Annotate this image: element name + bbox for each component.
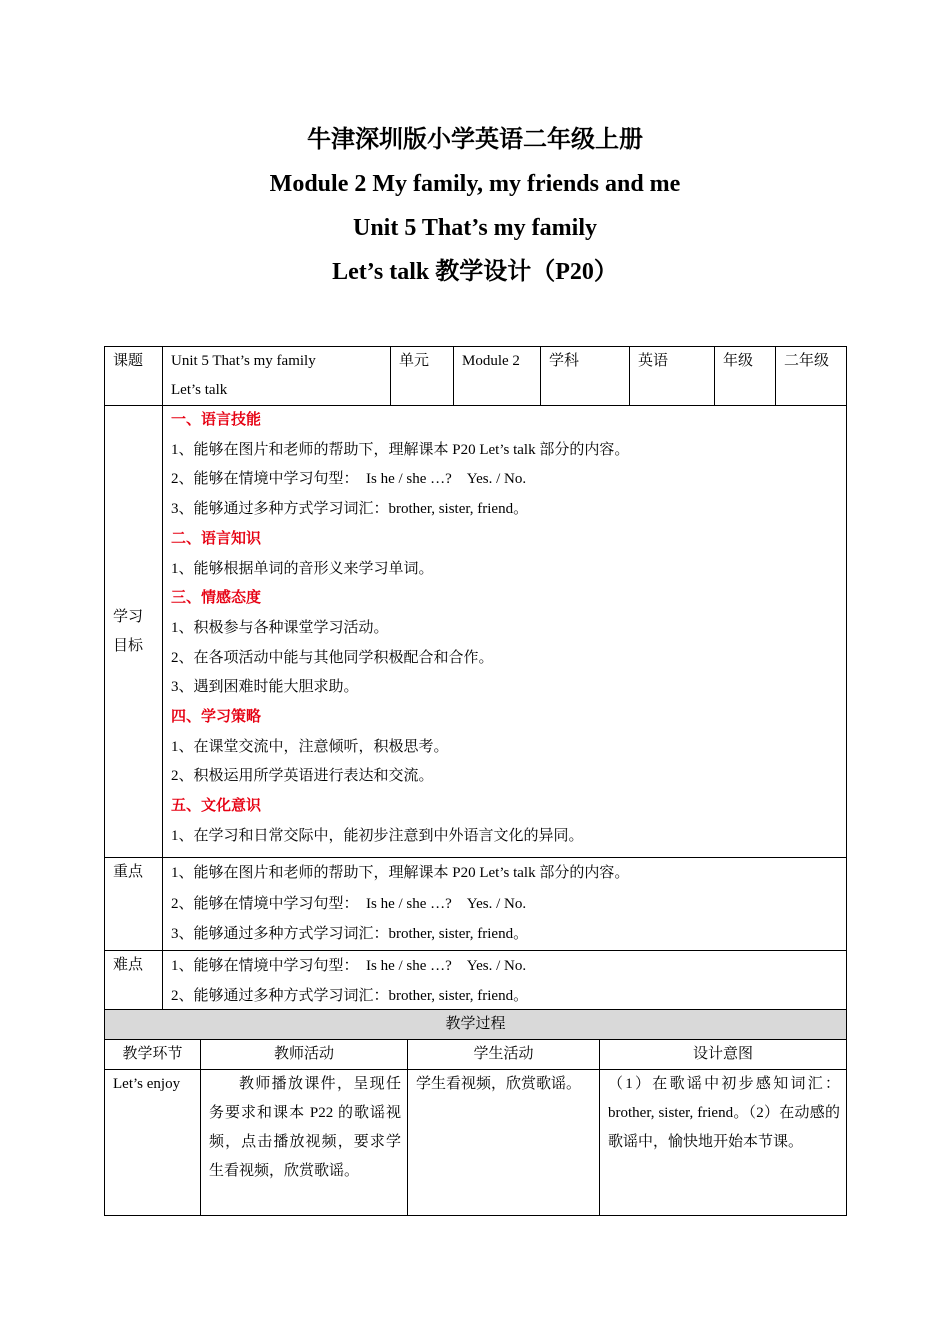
process-stage: Let’s enjoy: [105, 1070, 201, 1216]
lesson-info-table: [104, 346, 847, 1013]
title-line-4: Let’s talk 教学设计（P20）: [332, 259, 618, 285]
goals-item: 1、能够根据单词的音形义来学习单词。: [171, 560, 434, 577]
grade-label: 年级: [715, 347, 776, 406]
goals-item: 3、遇到困难时能大胆求助。: [171, 679, 359, 696]
difficult-point-item: 2、能够通过多种方式学习词汇：brother, sister, friend。: [171, 988, 529, 1004]
goals-item: 2、在各项活动中能与其他同学积极配合和合作。: [171, 649, 494, 666]
key-points-label: 重点: [105, 858, 163, 951]
subject-label: 学科: [541, 347, 630, 406]
unit-label: 单元: [391, 347, 454, 406]
goals-label: [105, 406, 163, 858]
goals-item: 1、能够在图片和老师的帮助下，理解课本 P20 Let’s talk 部分的内容。: [171, 441, 630, 458]
header-stage: 教学环节: [105, 1040, 201, 1070]
topic-label: 课题: [105, 347, 163, 406]
teaching-process-table: [104, 1009, 847, 1216]
goals-item: 3、能够通过多种方式学习词汇：brother, sister, friend。: [171, 501, 529, 518]
process-design-intent: （1）在歌谣中初步感知词汇：brother, sister, friend。（2）在动感的歌谣中，愉快地开始本节课。: [600, 1070, 847, 1216]
header-teacher-activity: 教师活动: [201, 1040, 408, 1070]
header-design-intent: 设计意图: [600, 1040, 847, 1070]
goals-item: 1、在课堂交流中，注意倾听，积极思考。: [171, 738, 449, 755]
goals-item: 2、积极运用所学英语进行表达和交流。: [171, 768, 434, 785]
goals-heading-attitude: 三、情感态度: [171, 590, 262, 607]
key-point-item: 2、能够在情境中学习句型： Is he / she …? Yes. / No.: [171, 895, 527, 912]
goals-heading-skills: 一、语言技能: [171, 412, 262, 428]
document-title-block: [0, 118, 950, 294]
goals-label-line-1: 学习: [113, 608, 144, 625]
process-title-row: [105, 1010, 847, 1040]
key-point-item: 3、能够通过多种方式学习词汇：brother, sister, friend。: [171, 926, 529, 942]
topic-value: [163, 347, 391, 406]
difficult-points-row: [105, 950, 847, 1012]
process-title: 教学过程: [105, 1010, 847, 1040]
process-row: [105, 1070, 847, 1216]
key-point-item: 1、能够在图片和老师的帮助下，理解课本 P20 Let’s talk 部分的内容。: [171, 865, 630, 881]
goals-content: [163, 406, 847, 858]
key-points-content: [163, 858, 847, 951]
subject-value: 英语: [630, 347, 715, 406]
goals-heading-culture: 五、文化意识: [171, 798, 262, 815]
topic-line-1: Unit 5 That’s my family: [171, 353, 316, 369]
process-student-activity: 学生看视频，欣赏歌谣。: [408, 1070, 600, 1216]
goals-item: 2、能够在情境中学习句型： Is he / she …? Yes. / No.: [171, 471, 527, 488]
difficult-points-content: [163, 950, 847, 1012]
difficult-points-label: 难点: [105, 950, 163, 1012]
title-line-3: Unit 5 That’s my family: [352, 215, 597, 241]
grade-value: 二年级: [776, 347, 847, 406]
goals-item: 1、积极参与各种课堂学习活动。: [171, 619, 389, 636]
goals-heading-knowledge: 二、语言知识: [171, 530, 262, 547]
goals-heading-strategy: 四、学习策略: [171, 709, 262, 726]
info-row: [105, 347, 847, 406]
goals-item: 1、在学习和日常交际中，能初步注意到中外语言文化的异同。: [171, 827, 584, 844]
title-line-1: 牛津深圳版小学英语二年级上册: [307, 127, 643, 153]
header-student-activity: 学生活动: [408, 1040, 600, 1070]
process-teacher-activity: 教师播放课件，呈现任务要求和课本 P22 的歌谣视频，点击播放视频，要求学生看视频，欣赏歌谣。: [201, 1070, 408, 1216]
difficult-point-item: 1、能够在情境中学习句型： Is he / she …? Yes. / No.: [171, 957, 527, 974]
process-header-row: [105, 1040, 847, 1070]
goals-label-line-2: 目标: [113, 637, 144, 654]
title-line-2: Module 2 My family, my friends and me: [269, 171, 681, 197]
topic-line-2: Let’s talk: [171, 382, 228, 398]
unit-value: Module 2: [454, 347, 541, 406]
key-points-row: [105, 858, 847, 951]
goals-row: [105, 406, 847, 858]
